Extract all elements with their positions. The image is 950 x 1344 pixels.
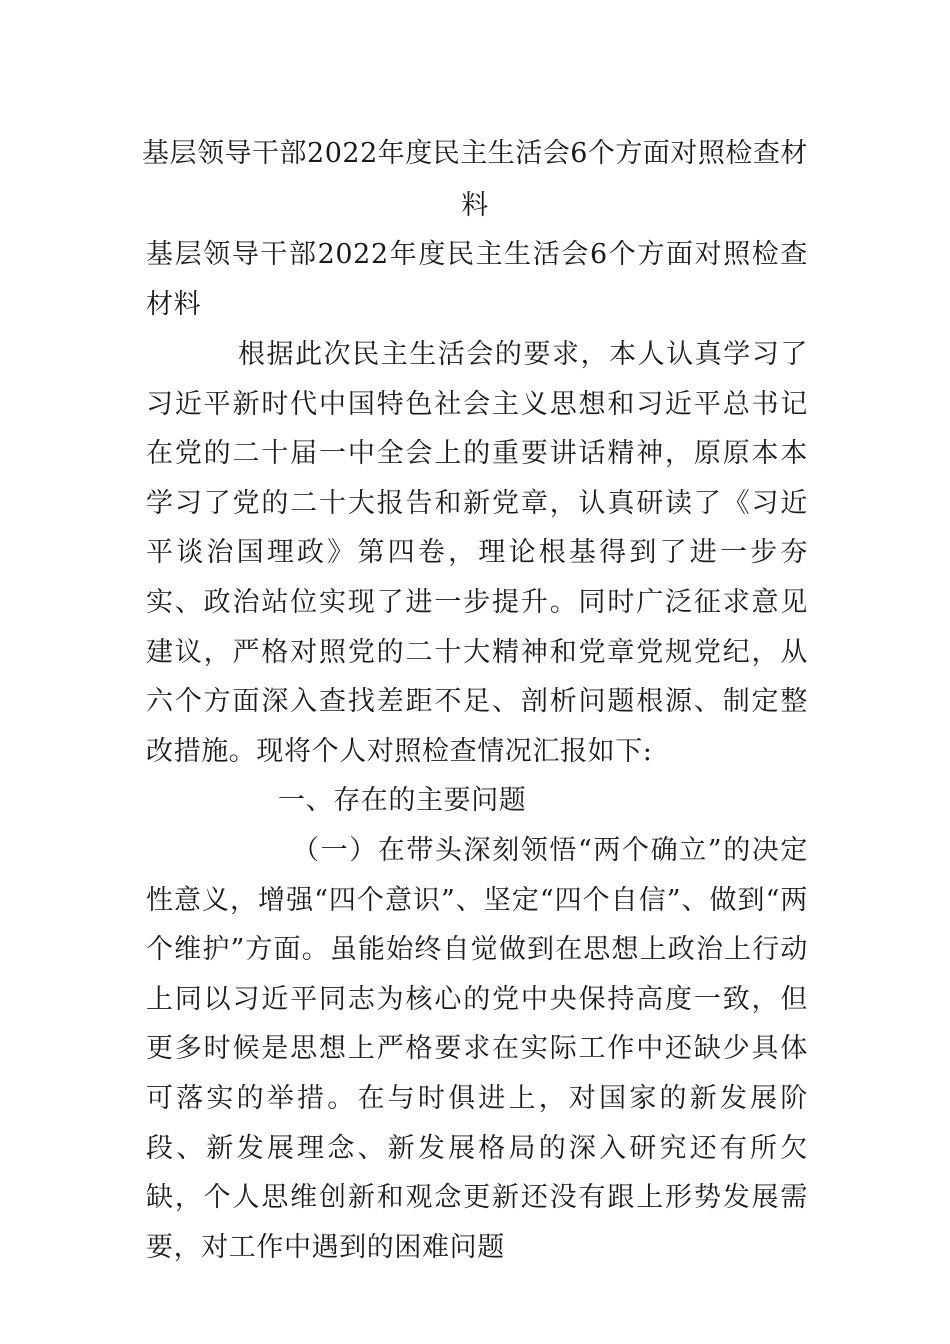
issue-paragraph-1: （一）在带头深刻领悟“两个确立”的决定性意义，增强“四个意识”、坚定“四个自信”、做到“两个维护”方面。虽能始终自觉做到在思想上政治上行动上同以习近平同志为核心的党中央保持高度一致，但更多时候是思想上严格要求在实际工作中还缺少具体可落实的举措。在与时俱进上，对国家的新发展阶段、新发展理念、新发展格局的深入研究还有所欠缺，个人思维创新和观念更新还没有跟上形势发展需要，对工作中遇到的困难问题 (146, 835, 808, 1263)
section-heading: 一、存在的主要问题 (278, 785, 527, 816)
document-title: 基层领导干部2022年度民主生活会6个方面对照检查材料 (142, 138, 808, 221)
intro-paragraph: 根据此次民主生活会的要求，本人认真学习了习近平新时代中国特色社会主义思想和习近平总书记在党的二十届一中全会上的重要讲话精神，原原本本学习了党的二十大报告和新党章，认真研读了《习近平谈治国理政》第四卷，理论根基得到了进一步夯实、政治站位实现了进一步提升。同时广泛征求意见建议，严格对照党的二十大精神和党章党规党纪，从六个方面深入查找差距不足、剖析问题根源、制定整改措施。现将个人对照检查情况汇报如下: (146, 339, 808, 767)
document-subtitle: 基层领导干部2022年度民主生活会6个方面对照检查材料 (146, 239, 808, 320)
